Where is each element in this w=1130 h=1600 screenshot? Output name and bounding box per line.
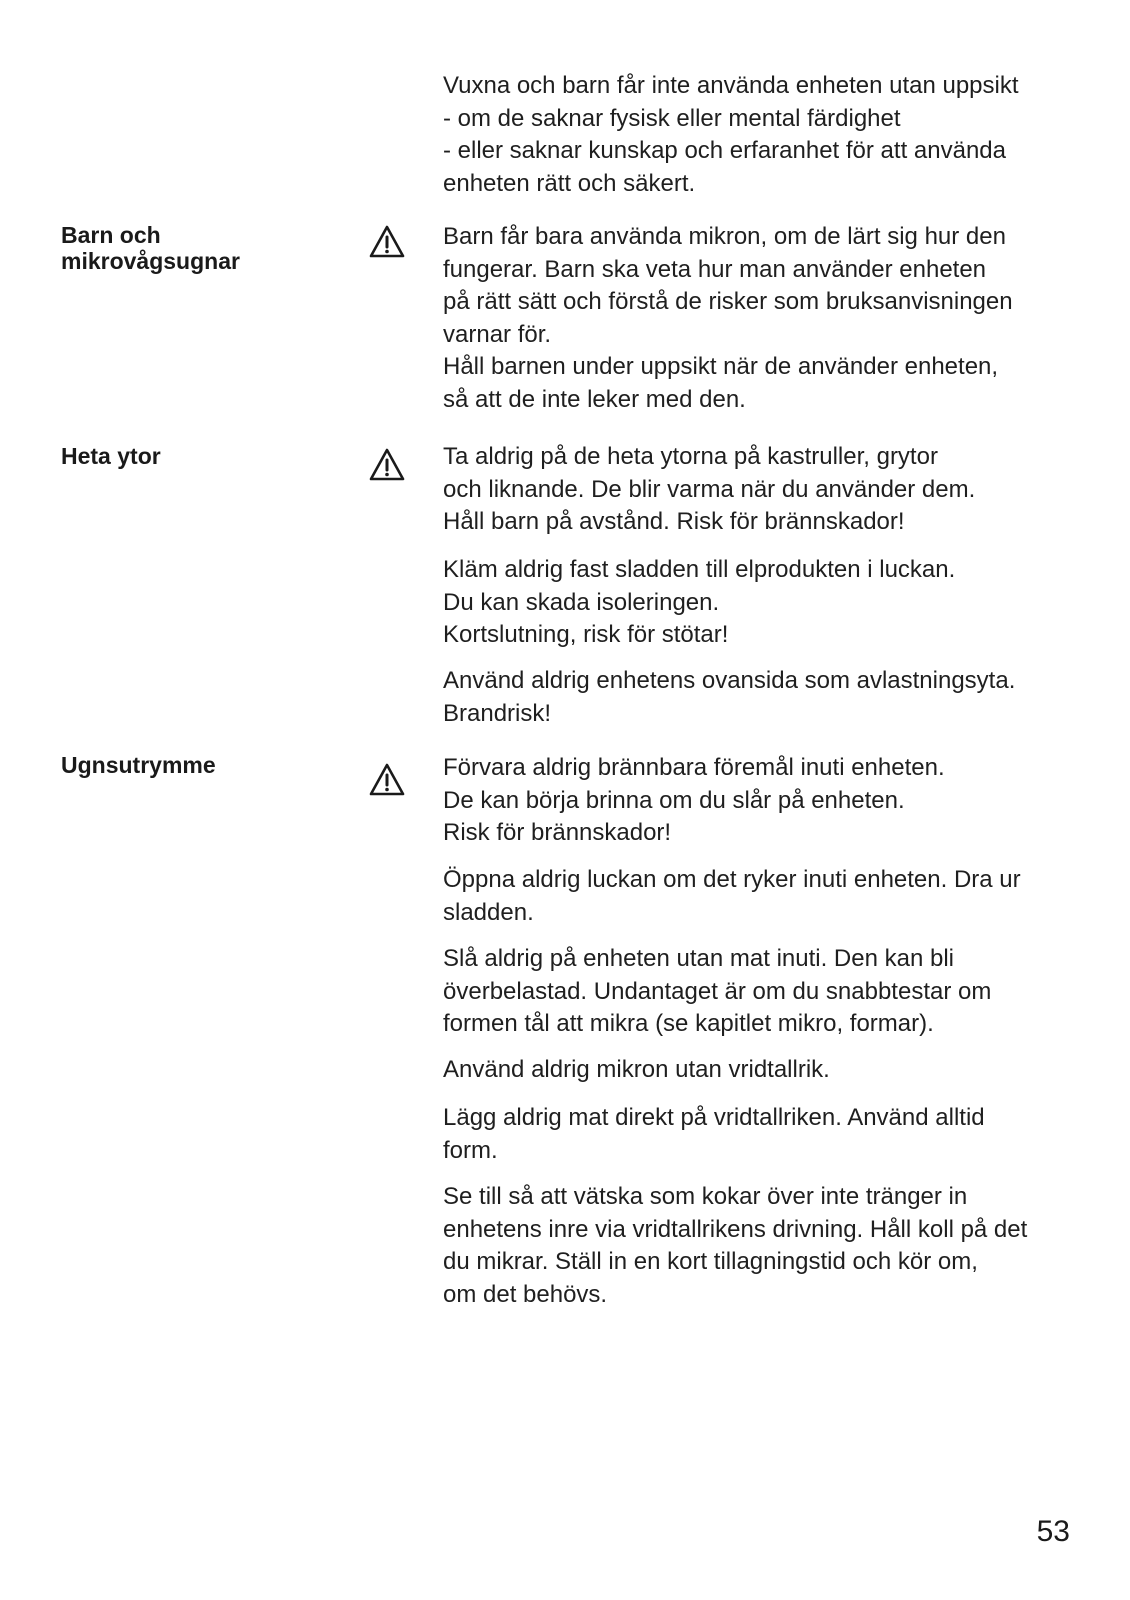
hot-surfaces-paragraph-2 [443, 554, 1093, 652]
text-line: Kläm aldrig fast sladden till elprodukten i luckan. [443, 556, 956, 583]
heading-line: Heta ytor [61, 443, 161, 469]
oven-space-paragraph-5 [443, 1102, 1093, 1167]
text-line: fungerar. Barn ska veta hur man använder enheten [443, 255, 987, 283]
text-line: Brandrisk! [443, 699, 552, 727]
heading-line: Barn och [61, 222, 161, 248]
text-line: sladden. [443, 898, 534, 926]
text-line: varnar för. [443, 320, 552, 348]
text-line: Du kan skada isoleringen. [443, 588, 720, 616]
text-line: Ta aldrig på de heta ytorna på kastruller, grytor [443, 443, 938, 470]
heading-line: Ugnsutrymme [61, 752, 216, 778]
text-line: Använd aldrig enhetens ovansida som avlastningsyta. [443, 667, 1016, 694]
text-line: Lägg aldrig mat direkt på vridtallriken. Använd alltid [443, 1104, 985, 1131]
text-line: om det behövs. [443, 1280, 608, 1308]
text-line: Risk för brännskador! [443, 819, 672, 846]
text-line: De kan börja brinna om du slår på enheten. [443, 786, 905, 814]
text-line: Öppna aldrig luckan om det ryker inuti enheten. Dra ur [443, 866, 1021, 893]
text-line: Se till så att vätska som kokar över inte tränger in [443, 1183, 968, 1210]
section-heading-children [61, 222, 240, 274]
section-heading-hot-surfaces [61, 443, 161, 469]
oven-space-paragraph-1 [443, 752, 1093, 850]
text-line: - om de saknar fysisk eller mental färdighet [443, 104, 901, 132]
text-line: formen tål att mikra (se kapitlet mikro, formar). [443, 1010, 934, 1037]
text-line: Håll barn på avstånd. Risk för brännskador! [443, 508, 905, 535]
text-line: form. [443, 1136, 498, 1164]
hot-surfaces-paragraph-3 [443, 665, 1093, 730]
heading-line: mikrovågsugnar [61, 248, 240, 274]
page-number: 53 [1036, 1515, 1070, 1548]
intro-paragraph [443, 70, 1093, 200]
text-line: enheten rätt och säkert. [443, 169, 696, 197]
oven-space-paragraph-4 [443, 1054, 1093, 1087]
text-line: Håll barnen under uppsikt när de använder enheten, [443, 353, 999, 380]
warning-triangle-icon [369, 448, 405, 481]
children-paragraph-1 [443, 221, 1093, 416]
section-heading-oven-space [61, 752, 216, 778]
text-line: Använd aldrig mikron utan vridtallrik. [443, 1056, 830, 1083]
hot-surfaces-paragraph-1 [443, 441, 1093, 539]
text-line: överbelastad. Undantaget är om du snabbtestar om [443, 977, 992, 1005]
text-line: du mikrar. Ställ in en kort tillagningstid och kör om, [443, 1248, 978, 1275]
warning-triangle-icon [369, 225, 405, 258]
oven-space-paragraph-6 [443, 1181, 1093, 1311]
text-line: så att de inte leker med den. [443, 385, 746, 413]
oven-space-paragraph-3 [443, 943, 1093, 1041]
text-line: på rätt sätt och förstå de risker som bruksanvisningen [443, 288, 1013, 315]
warning-triangle-icon [369, 763, 405, 796]
text-line: Förvara aldrig brännbara föremål inuti enheten. [443, 754, 945, 781]
text-line: Slå aldrig på enheten utan mat inuti. Den kan bli [443, 945, 954, 972]
text-line: och liknande. De blir varma när du använder dem. [443, 475, 976, 503]
text-line: Kortslutning, risk för stötar! [443, 621, 729, 648]
oven-space-paragraph-2 [443, 864, 1093, 929]
text-line: - eller saknar kunskap och erfaranhet för att använda [443, 137, 1006, 164]
text-line: enhetens inre via vridtallrikens drivning. Håll koll på det [443, 1215, 1028, 1243]
text-line: Barn får bara använda mikron, om de lärt sig hur den [443, 223, 1006, 250]
text-line: Vuxna och barn får inte använda enheten utan uppsikt [443, 72, 1019, 99]
